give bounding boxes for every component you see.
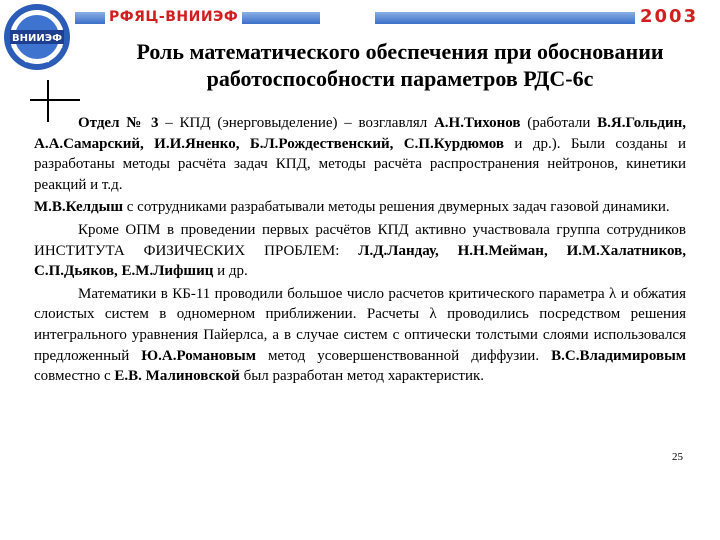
p3-s1: Кроме ОПМ в проведении первых расчётов КПД активно участвовала группа сотрудников ИНСТИТУТА ФИЗИЧЕСКИХ ПРОБЛЕМ: bbox=[34, 221, 686, 259]
logo-text: ВНИИЭФ bbox=[12, 33, 62, 44]
paragraph-3 bbox=[34, 220, 686, 282]
header-bar-right bbox=[375, 12, 635, 24]
header-bar-left bbox=[75, 9, 320, 25]
p4-s6: Е.В. Малиновской bbox=[114, 368, 240, 385]
p2-s1: М.В.Келдыш bbox=[34, 199, 124, 216]
p1-s2: – КПД (энерговыделение) – возглавлял bbox=[158, 115, 434, 131]
page-number: 25 bbox=[672, 451, 683, 463]
p4-s4: В.С.Владимировым bbox=[551, 347, 687, 364]
p4-s3: метод усовершенствованной диффузии. bbox=[255, 347, 552, 364]
p4-s5: совместно с bbox=[34, 368, 115, 385]
p4-s2: Ю.А.Романовым bbox=[141, 347, 256, 364]
slide-body bbox=[34, 113, 686, 389]
slide-title bbox=[110, 38, 690, 92]
p1-s1: Отдел № 3 bbox=[78, 115, 159, 131]
title-line-2: работоспособности параметров РДС-6с bbox=[206, 66, 594, 91]
p4-s7: был разработан метод характеристик. bbox=[239, 368, 485, 385]
year-label: 2003 bbox=[640, 6, 699, 27]
p1-s4: (работали bbox=[520, 115, 598, 131]
vniief-logo bbox=[2, 2, 72, 72]
p1-s3: А.Н.Тихонов bbox=[433, 115, 521, 131]
org-name: РФЯЦ-ВНИИЭФ bbox=[105, 9, 242, 25]
p3-s2: Л.Д.Ландау, Н.Н.Мейман, И.М.Халатников, С.П.Дьяков, Е.М.Лифшиц bbox=[34, 242, 686, 280]
p1-s5: В.Я.Гольдин, А.А.Самарский, И.И.Яненко, Б.Л.Рождественский, С.П.Курдюмов bbox=[34, 115, 686, 152]
p1-s6: и др.). Были созданы и разработаны методы расчёта задач КПД, методы расчёта распространения нейтронов, кинетики реакций и т.д. bbox=[34, 135, 687, 193]
paragraph-4 bbox=[34, 284, 686, 387]
paragraph-2 bbox=[34, 197, 686, 218]
cross-line-horizontal bbox=[30, 99, 80, 101]
paragraph-1 bbox=[34, 113, 686, 195]
p4-s1: Математики в КБ-11 проводили большое число расчетов критического параметра λ и обжатия слоистых систем в одномерном приближении. Расчеты λ проводились посредством решения интегрального уравнения Пайерлса, а в случае систем с оптически толстыми слоями использовался предложенный bbox=[34, 285, 686, 364]
p2-s2: с сотрудниками разрабатывали методы решения двумерных задач газовой динамики. bbox=[123, 199, 670, 216]
title-line-1: Роль математического обеспечения при обосновании bbox=[136, 39, 664, 64]
p3-s3: и др. bbox=[213, 263, 248, 280]
